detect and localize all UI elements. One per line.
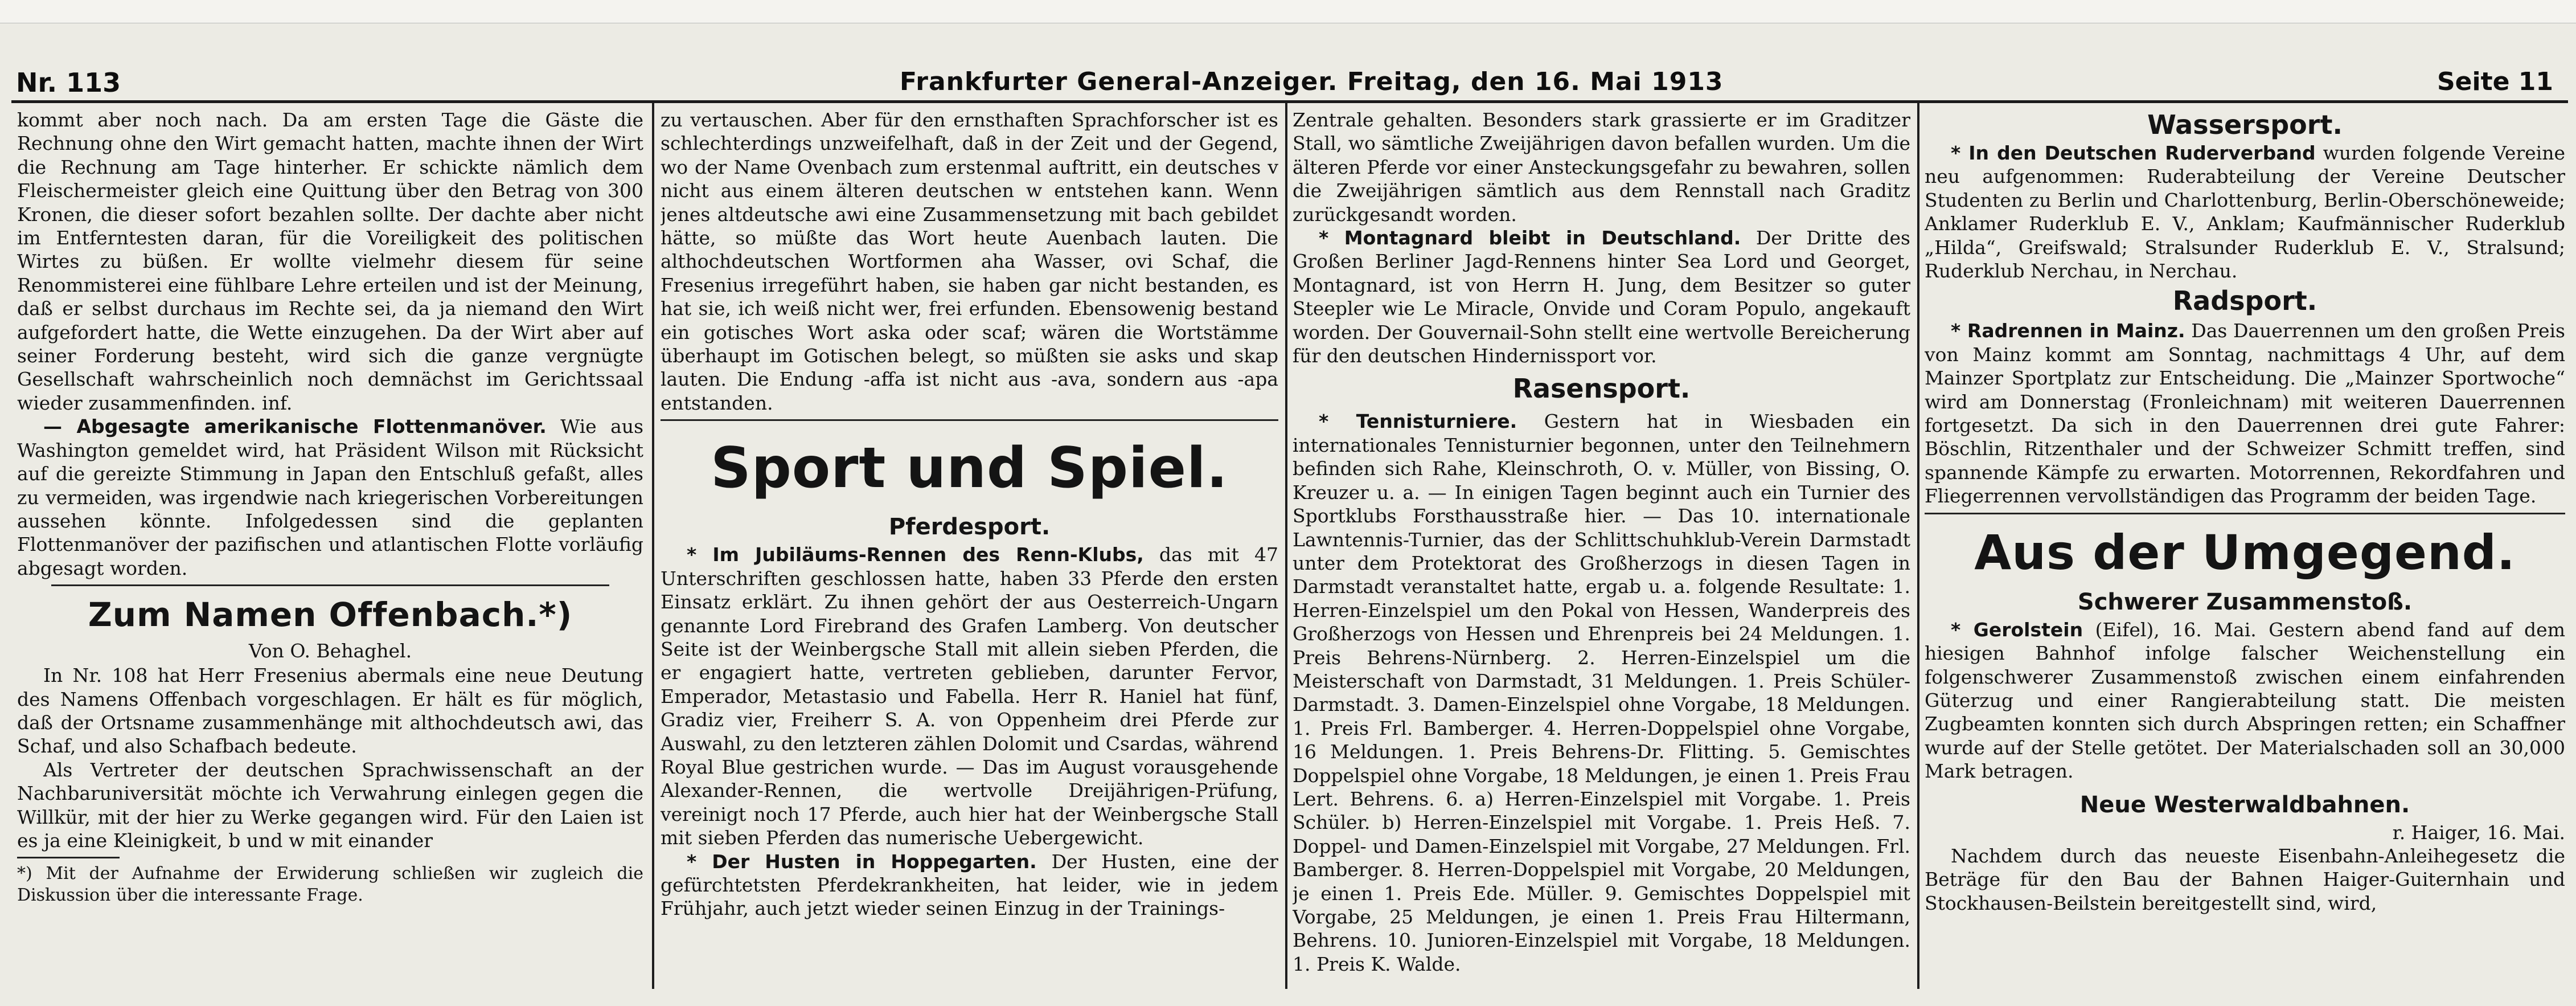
section-rule [1925, 513, 2565, 514]
ruderverband-text: wurden folgende Vereine neu aufgenommen: Ruderabteilung der Vereine Deutscher Studenten zu Berlin und Charlottenburg, Berlin-Oberschöneweide; Anklamer Ruderklub E. V., Anklam; Kaufmännischer Ruderklub „Hilda“, Greifswald; Stralsunder Ruderklub E. V., Stralsund; Ruderklub Nerchau, in Nerchau. [1925, 142, 2565, 283]
montagnard-article [1293, 226, 1910, 367]
offenbach-byline: Von O. Behaghel. [248, 640, 412, 663]
tennis-article [1293, 410, 1910, 976]
radsport-heading: Radsport. [2172, 285, 2317, 317]
radrennen-text: Das Dauerrennen um den großen Preis von Mainz kommt am Sonntag, nachmittags 4 Uhr, auf dem Mainzer Sportplatz zur Entscheidung. Die „Mainzer Sportwoche“ wird am Donnerstag (Fronleichnam) mit weiteren Dauerrennen fortgesetzt. Da sich in den Dauerrennen drei gute Fahrer: Böschlin, Ritzenthaler und der Schweizer Schmitt treffen, sind spannende Kämpfe zu erwarten. Motorrennen, Rekordfahren und Fliegerrennen vervollständigen das Programm der beiden Tage. [1925, 320, 2565, 508]
rasensport-heading: Rasensport. [1512, 373, 1691, 404]
aus-der-umgegend-heading: Aus der Umgegend. [1974, 524, 2516, 580]
tennis-headline: * Tennisturniere. [1319, 410, 1517, 433]
footnote: *) Mit der Aufnahme der Erwiderung schließen wir zugleich die Diskussion über die interessante Frage. [17, 864, 643, 906]
section-rule-top [661, 419, 1278, 421]
column-3 [1293, 108, 1910, 989]
page-number: Seite 11 [2436, 67, 2553, 96]
column-divider-1 [652, 103, 654, 989]
flottenmanoever-headline: — Abgesagte amerikanische Flottenmanöver. [43, 415, 547, 438]
column-divider-3 [1917, 103, 1919, 989]
husten-text: Der Husten, eine der gefürchtetsten Pferdekrankheiten, hat leider, wie in jedem Frühjahr, auch jetzt wieder seinen Einzug in der Trainings- [661, 850, 1278, 920]
column-4 [1925, 108, 2565, 989]
offenbach-paragraph-1: In Nr. 108 hat Herr Fresenius abermals eine neue Deutung des Namens Offenbach vorgeschlagen. Er hält es für möglich, daß der Ortsname zusammenhänge mit althochdeutsch awi, das Schaf, und also Schafbach bedeute. [17, 664, 643, 758]
column-divider-2 [1285, 103, 1287, 989]
tennis-text: Gestern hat in Wiesbaden ein internationales Tennisturnier begonnen, unter den Teilnehmern befinden sich Rahe, Kleinschroth, O. v. Müller, von Bissing, O. Kreuzer u. a. — In einigen Tagen beginnt auch ein Turnier des Sportklubs Forsthausstraße hier. — Das 10. internationale Lawntennis-Turnier, das der Schlittschuhklub-Verein Darmstadt unter dem Protektorat des Großherzogs in diesen Tagen in Darmstadt veranstaltet hatte, ergab u. a. folgende Resultate: 1. Herren-Einzelspiel um den Pokal von Hessen, Wanderpreis des Großherzogs von Hessen und Ehrenpreis bei 24 Meldungen. 1. Preis Behrens-Nürnberg. 2. Herren-Einzelspiel um die Meisterschaft von Darmstadt, 31 Meldungen. 1. Preis Schüler-Darmstadt. 3. Damen-Einzelspiel ohne Vorgabe, 18 Meldungen. 1. Preis Frl. Bamberger. 4. Herren-Doppelspiel ohne Vorgabe, 16 Meldungen. 1. Preis Behrens-Dr. Flitting. 5. Gemischtes Doppelspiel ohne Vorgabe, 18 Meldungen, je einen 1. Preis Frau Lert. Behrens. 6. a) Herren-Einzelspiel mit Vorgabe. 1. Preis Schüler. b) Herren-Einzelspiel mit Vorgabe. 1. Preis Heß. 7. Doppel- und Damen-Einzelspiel mit Vorgabe, 27 Meldungen. Frl. Bamberger. 8. Herren-Doppelspiel mit Vorgabe, 20 Meldungen, je einen 1. Preis Ede. Müller. 9. Gemischtes Doppelspiel mit Vorgabe, 25 Meldungen, je einen 1. Preis Frau Hiltermann, Behrens. 10. Junioren-Einzelspiel mit Vorgabe, 18 Meldungen. 1. Preis K. Walde. [1293, 410, 1910, 975]
gerolstein-article [1925, 618, 2565, 783]
husten-continuation: Zentrale gehalten. Besonders stark grassierte er im Graditzer Stall, wo sämtliche Zweijährigen davon befallen wurden. Um die älteren Pferde vor einer Ansteckungsgefahr zu bewahren, sollen die Zweijährigen sämtlich aus dem Rennstall nach Graditz zurückgesandt worden. [1293, 109, 1910, 226]
zusammenstoss-heading: Schwerer Zusammenstoß. [2077, 588, 2413, 615]
masthead-title: Frankfurter General-Anzeiger. Freitag, den 16. Mai 1913 [900, 67, 1724, 96]
husten-article [661, 850, 1278, 921]
husten-headline: * Der Husten in Hoppegarten. [687, 850, 1037, 873]
column-1 [17, 108, 643, 989]
issue-number: Nr. 113 [16, 67, 121, 98]
montagnard-text: Der Dritte des Großen Berliner Jagd-Rennens hinter Sea Lord und Georget, Montagnard, ist von Herrn H. Jung, dem Besitzer so guter Steepler wie Le Miracle, Onvide und Coram Populo, angekauft worden. Der Gouvernail-Sohn stellt eine wertvolle Bereicherung für den deutschen Hindernissport vor. [1293, 227, 1910, 367]
haiger-dateline: r. Haiger, 16. Mai. [2392, 821, 2565, 844]
column-2 [661, 108, 1278, 989]
radrennen-article [1925, 319, 2565, 508]
ruderverband-article [1925, 141, 2565, 283]
footnote-rule [17, 857, 120, 858]
ruderverband-headline: * In den Deutschen Ruderverband [1951, 142, 2316, 164]
previous-page-edge [0, 0, 2576, 23]
gerolstein-text: (Eifel), 16. Mai. Gestern abend fand auf dem hiesigen Bahnhof infolge falscher Weichenstellung ein folgenschwerer Zusammenstoß zwischen einem einfahrenden Güterzug und einer Rangierabteilung statt. Die meisten Zugbeamten konnten sich durch Abspringen retten; ein Schaffner wurde auf der Stelle getötet. Der Materialschaden soll an 30,000 Mark betragen. [1925, 618, 2565, 783]
flottenmanoever-text: Wie aus Washington gemeldet wird, hat Präsident Wilson mit Rücksicht auf die gereizte Stimmung in Japan den Entschluß gefaßt, alles zu vermeiden, was irgendwie nach kriegerischen Vorbereitungen aussehen könnte. Infolgedessen sind die geplanten Flottenmanöver der pazifischen und atlantischen Flotte vorläufig abgesagt worden. [17, 415, 643, 579]
jubilaeums-rennen-article [661, 543, 1278, 849]
westerwaldbahnen-heading: Neue Westerwaldbahnen. [2079, 791, 2410, 818]
article-separator [51, 584, 609, 586]
header-rule [11, 100, 2568, 103]
jubilaeums-rennen-text: das mit 47 Unterschriften geschlossen hatte, haben 33 Pferde den ersten Einsatz erklärt. Zu ihnen gehört der aus Oesterreich-Ungarn genannte Lord Firebrand des Grafen Lamberg. Von deutscher Seite ist der Weinbergsche Stall mit allein sieben Pferden, die er engagiert hatte, vertreten geblieben, darunter Fervor, Emperador, Metastasio und Fabella. Herr R. Haniel hat fünf, Gradiz vier, Freiherr S. A. von Oppenheim drei Pferde zur Auswahl, zu den letzteren zählen Dolomit und Csardas, während Royal Blue gestrichen wurde. — Das im August vorausgehende Alexander-Rennen, die wertvolle Dreijährigen-Prüfung, vereinigt noch 17 Pferde, auch hier hat der Weinbergsche Stall mit sieben Pferden das numerische Uebergewicht. [661, 543, 1278, 849]
radrennen-headline: * Radrennen in Mainz. [1951, 320, 2185, 342]
flottenmanoever-article [17, 415, 643, 580]
wirt-article-text: kommt aber noch nach. Da am ersten Tage die Gäste die Rechnung ohne den Wirt gemacht hatten, machte ihnen der Wirt die Rechnung am Tage hinterher. Er schickte nämlich dem Fleischermeister gleich eine Quittung über den Betrag von 300 Kronen, die dieser sofort bezahlen sollte. Der dachte aber nicht im Entferntesten daran, für die Voreiligkeit des politischen Wirtes zu büßen. Er wollte vielmehr diesem für seine Renommisterei eine fühlbare Lehre erteilen und ist der Meinung, daß er selbst durchaus im Rechte sei, da ja niemand den Wirt aufgefordert hatte, die Wette einzugehen. Da der Wirt aber auf seiner Forderung besteht, wird sich die ganze vergnügte Gesellschaft wahrscheinlich noch demnächst im Gerichtssaal wieder zusammenfinden. inf. [17, 109, 643, 414]
offenbach-paragraph-2: Als Vertreter der deutschen Sprachwissenschaft an der Nachbaruniversität möchte ich Verwahrung einlegen gegen die Willkür, mit der hier zu Werke gegangen wird. Für den Laien ist es ja eine Kleinigkeit, b und w mit einander [17, 758, 643, 852]
gerolstein-dateline: * Gerolstein [1951, 618, 2083, 641]
montagnard-headline: * Montagnard bleibt in Deutschland. [1319, 227, 1741, 250]
wassersport-heading: Wassersport. [2147, 109, 2343, 140]
pferdesport-heading: Pferdesport. [888, 514, 1051, 541]
jubilaeums-rennen-headline: * Im Jubiläums-Rennen des Renn-Klubs, [687, 543, 1144, 566]
offenbach-title: Zum Namen Offenbach.*) [88, 595, 573, 635]
westerwaldbahnen-text: Nachdem durch das neueste Eisenbahn-Anleihegesetz die Beträge für den Bau der Bahnen Haiger-Guiternhain und Stockhausen-Beilstein bereitgestellt sind, wird, [1925, 844, 2565, 914]
offenbach-continuation: zu vertauschen. Aber für den ernsthaften Sprachforscher ist es schlechterdings unzweifelhaft, daß in der Zeit und der Gegend, wo der Name Ovenbach zum erstenmal auftritt, ein deutsches v nicht aus einem älteren deutschen w entstehen kann. Wenn jenes altdeutsche awi eine Zusammensetzung mit bach gebildet hätte, so müßte das Wort heute Auenbach lauten. Die althochdeutschen Wortformen aha Wasser, ovi Schaf, die Fresenius irregeführt haben, sie haben gar nicht bestanden, es hat sie, ich weiß nicht wer, frei erfunden. Ebensowenig bestand ein gotisches Wort aska oder scaf; wären die Wortstämme überhaupt im Gotischen belegt, so müßten sie asks und skap lauten. Die Endung -affa ist nicht aus -ava, sondern aus -apa entstanden. [661, 109, 1278, 414]
sport-und-spiel-heading: Sport und Spiel. [711, 436, 1228, 501]
